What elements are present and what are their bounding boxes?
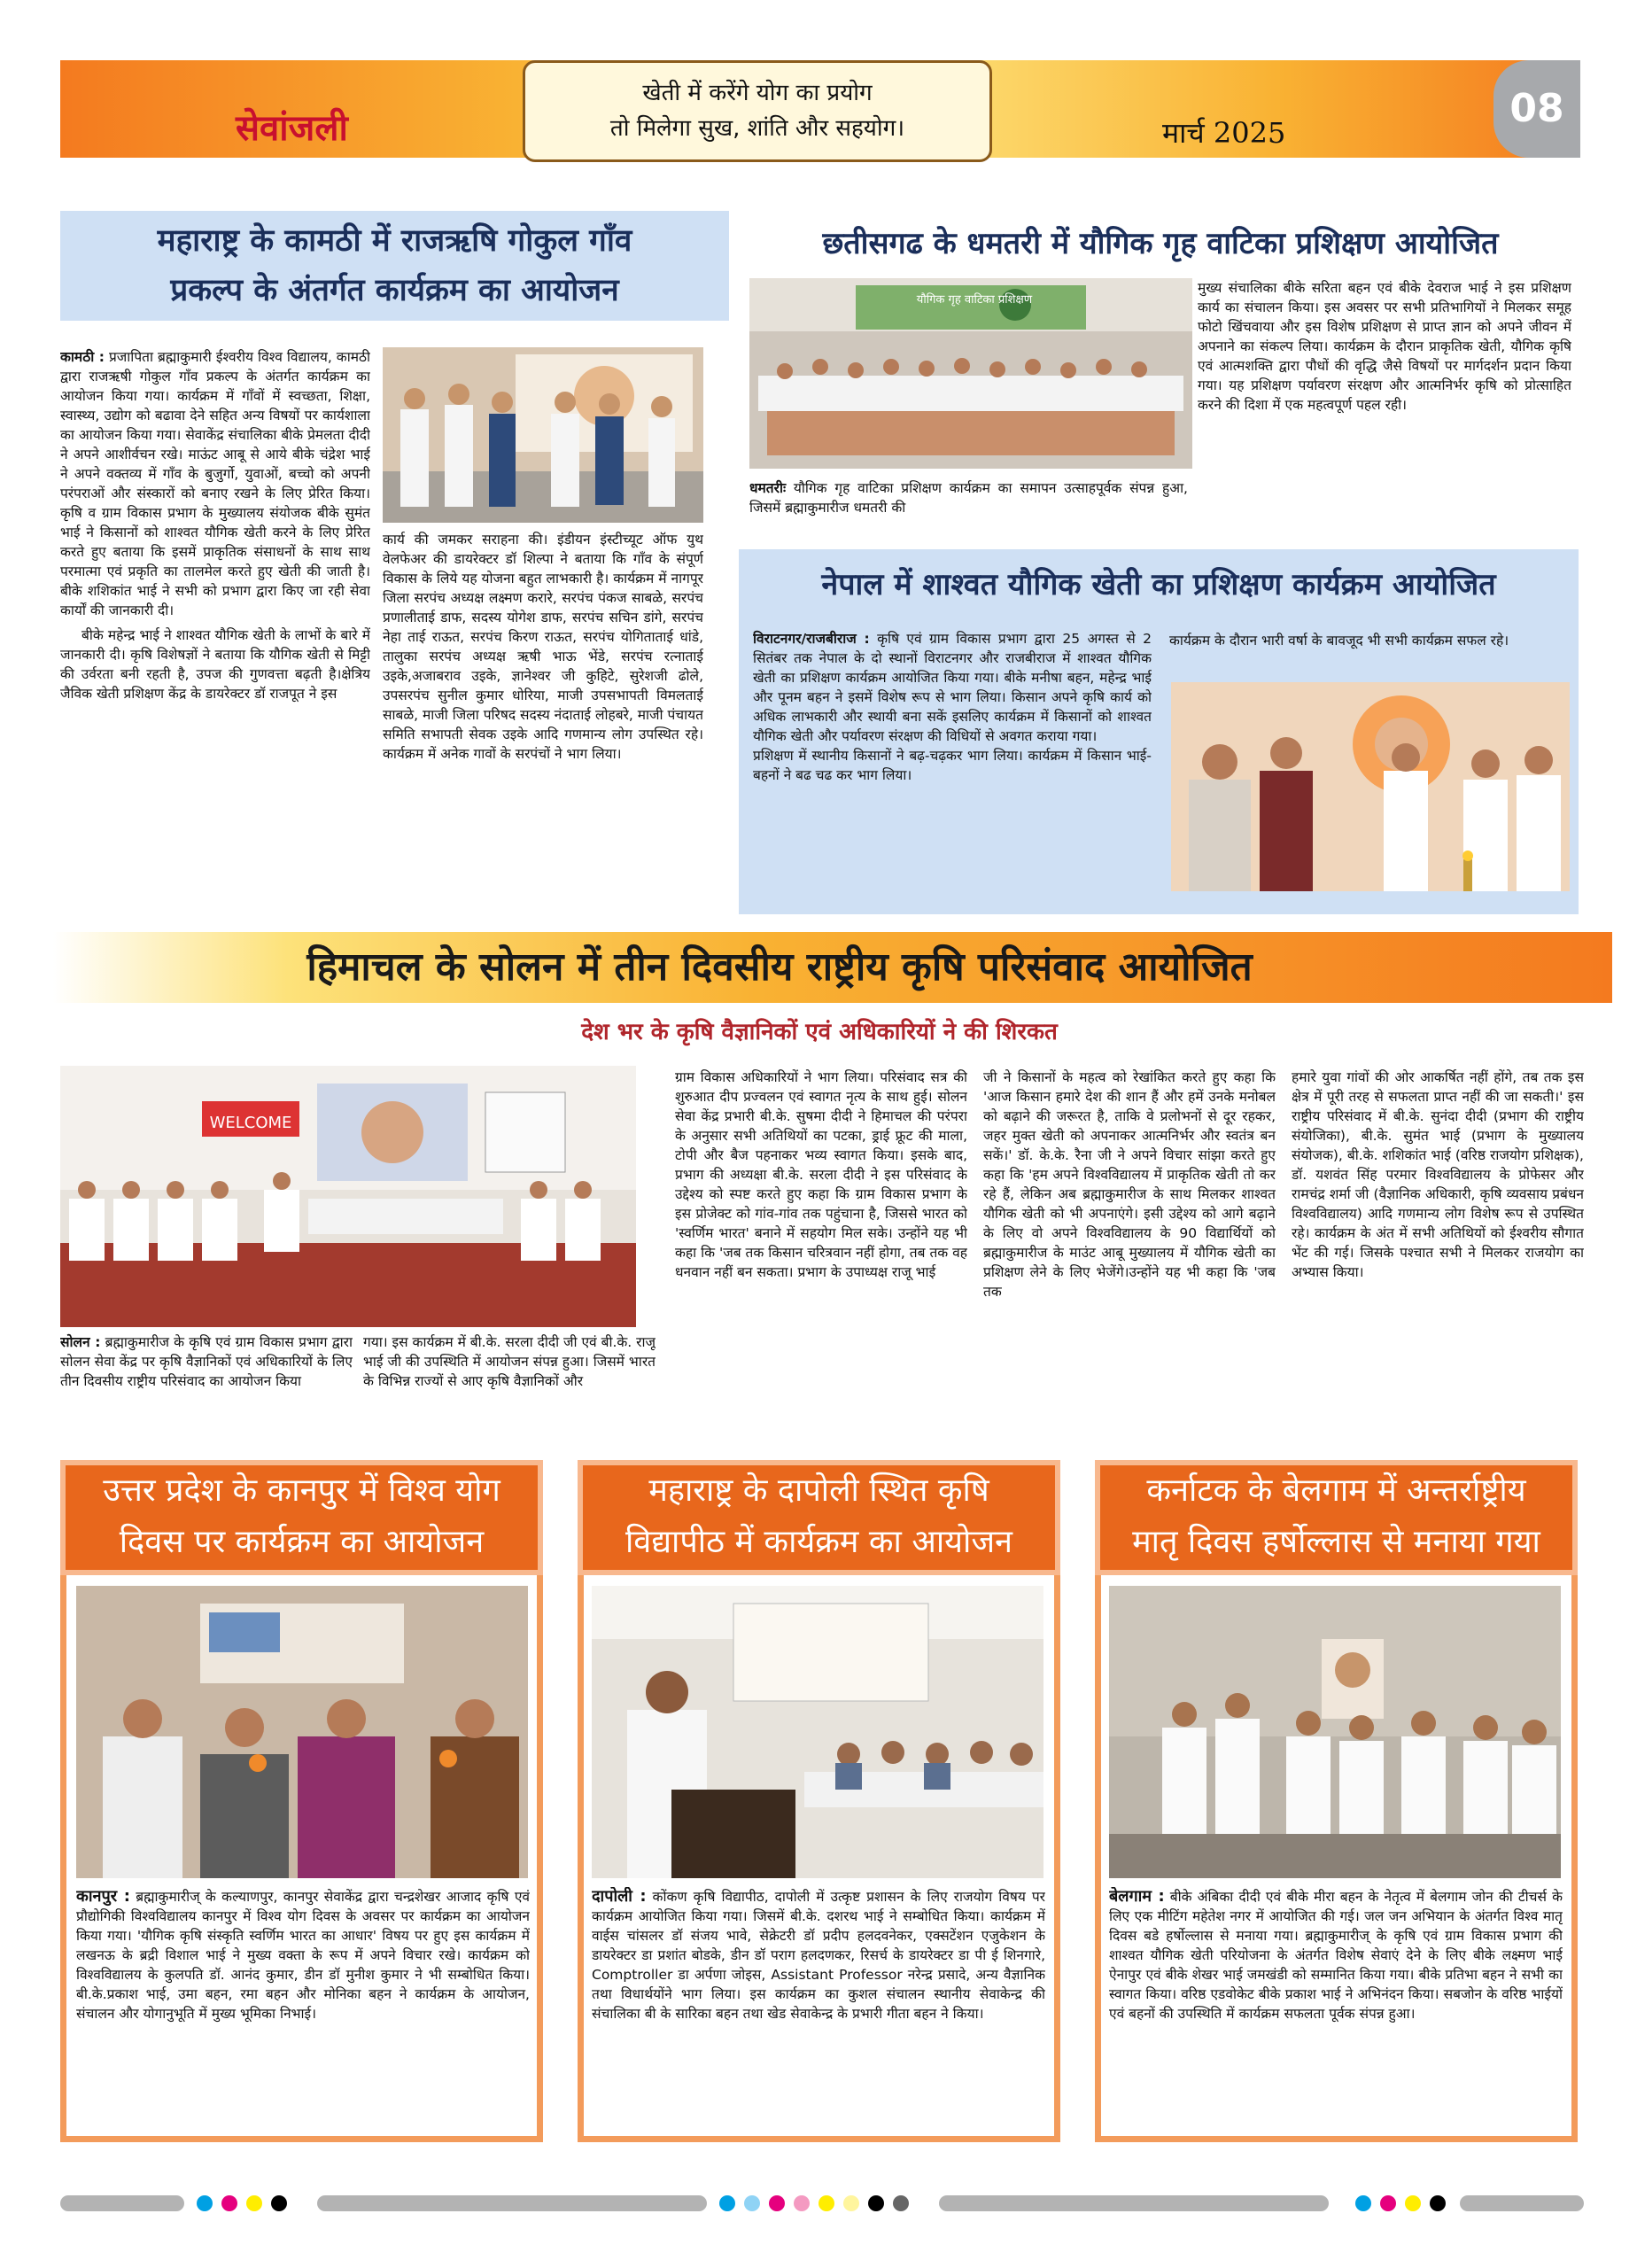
dapoli-headline <box>578 1460 1060 1575</box>
slogan-line-1: खेती में करेंगे योग का प्रयोग <box>642 80 873 106</box>
cmyk-dot-lightyellow <box>843 2195 859 2211</box>
cmyk-dot-cyan-3 <box>1355 2195 1371 2211</box>
kamthi-headline-line-2: प्रकल्प के अंतर्गत कार्यक्रम का आयोजन <box>170 273 619 308</box>
dhamtari-right-column <box>1198 278 1571 500</box>
solan-column-4 <box>983 1068 1276 1440</box>
kanpur-headline-line-2: दिवस पर कार्यक्रम का आयोजन <box>119 1524 485 1560</box>
solan-column-5 <box>1292 1068 1584 1440</box>
footer-bar-4 <box>1460 2195 1584 2211</box>
solan-column-3 <box>675 1068 967 1440</box>
dapoli-dateline: दापोली : <box>592 1887 647 1906</box>
cmyk-dot-cyan-2 <box>719 2195 735 2211</box>
belgaum-text: बीके अंबिका दीदी एवं बीके मीरा बहन के नेतृत्व में बेलगाम जोन की टीचर्स के लिए एक मीटिंग महेतेश नगर में आयोजित की गई। जल जन अभियान के अंतर्गत विश्व मातृ दिवस बडे हर्षोल्लास से मनाया गया। ब्रह्माकुमारीज् के कृषि एवं ग्राम विकास प्रभाग की शाश्वत यौगिक खेती परियोजना के अंतर्गत विशेष सेवाएं देने के लिए बीके लक्ष्मण भाई ऐनापुर एवं बीके शेखर भाई जमखंडी को सम्मानित किया गया। बीके प्रतिभा बहन ने सभी का स्वागत किया। वरिष्ठ एडवोकेट बीके प्रकाश भाई ने अभिनंदन किया। सबजोन के वरिष्ठ भाईयों एवं बहनों की उपस्थिति में कार्यक्रम सफलता पूर्वक संपन्न हुआ। <box>1109 1889 1563 2022</box>
dhamtari-dateline: धमतरीः <box>749 480 787 496</box>
slogan-line-2: तो मिलेगा सुख, शांति और सहयोग। <box>609 115 905 142</box>
solan-welcome-sign: WELCOME <box>209 1114 292 1132</box>
kamthi-text-1: प्रजापिता ब्रह्माकुमारी ईश्वरीय विश्व विद्यालय, कामठी द्वारा राजऋषी गोकुल गाँव प्रकल्प के अंतर्गत कार्यक्रम का आयोजन किया गया। कार्यक्रम में गाँवों में स्वच्छता, शिक्षा, स्वास्थ्य, उद्योग को बढावा देने सहित अन्य विषयों पर कार्यशाला का आयोजन किया गया। सेवाकेंद्र संचालिका बीके प्रेमलता दीदी ने अपने आशीर्वचन रखे। माऊंट आबू से आये बीके चंद्रेश भाई ने अपने वक्तव्य में गाँव के बुजुर्गो, युवाओं, बच्चो को अपनी परंपराओं और संस्कारों को बनाए रखने के लिए प्रेरित किया। कृषि व ग्राम विकास प्रभाग के मुख्यालय संयोजक बीके सुमंत भाई ने किसानों को शाश्वत यौगिक खेती करने के लिए प्रेरित करते हुए बताया कि इसमें प्राकृतिक संसाधनों के साथ साथ परमात्मा एवं प्रकृति का तालमेल करते हुए खेती की जाती है। बीके शशिकांत भाई ने सभी को प्रभाग द्वारा किए जा रही सेवा कार्यों की जानकारी दी। <box>60 349 370 618</box>
dhamtari-caption <box>749 478 1188 521</box>
cmyk-dot-black-3 <box>1430 2195 1446 2211</box>
cmyk-dot-magenta <box>221 2195 237 2211</box>
belgaum-headline <box>1095 1460 1578 1575</box>
slogan-scroll <box>523 60 992 162</box>
belgaum-dateline: बेलगाम : <box>1109 1887 1165 1906</box>
nepal-right-column <box>1169 631 1568 675</box>
cmyk-dot-yellow-3 <box>1405 2195 1421 2211</box>
kamthi-text-2: कार्य की जमकर सराहना की। इंडीयन इंस्टीच्यूट ऑफ युथ वेलफेअर की डायरेक्टर डॉ शिल्पा ने बताया कि गाँव के संपूर्ण विकास के लिये यह योजना बहुत लाभकारी है। कार्यक्रम में नागपूर जिला सरपंच अध्यक्ष लक्ष्मण करारे, सरपंच पंकज साबळे, सरपंच प्रणालीताई डाफ, सदस्य योगेश डाफ, सरपंच सचिन डांगे, सरपंच नेहा ताई राऊत, सरपंच किरण राऊत, सरपंच योगिताताई धांडे, तालुका सरपंच अध्यक्ष ऋषी भाऊ भेंडे, सरपंच रत्नाताई उइके,अजाबराव उइके, ज्ञानेश्वर जी कुहिटे, सुरेशजी ढोले, उपसरपंच सुनील कुमार धोरिया, माजी उपसभापती विमलताई साबळे, माजी जिला परिषद सदस्य नंदाताई लोहबरे, माजी पंचायत समिति सभापती सेवक उइके आदि गणमान्य लोग उपस्थित रहे। कार्यक्रम में अनेक गावों के सरपंचों ने भाग लिया। <box>383 532 703 762</box>
dapoli-photo <box>592 1586 1043 1878</box>
solan-subhead: देश भर के कृषि वैज्ञानिकों एवं अधिकारियों ने की शिरकत <box>581 1019 1058 1045</box>
cmyk-dot-black-2 <box>868 2195 884 2211</box>
cmyk-dot-magenta-3 <box>1380 2195 1396 2211</box>
kanpur-body <box>76 1887 530 2135</box>
kanpur-photo <box>76 1586 528 1878</box>
dhamtari-headline: छतीसगढ के धमतरी में यौगिक गृह वाटिका प्रशिक्षण आयोजित <box>822 226 1499 261</box>
publication-title: सेवांजली <box>236 107 348 149</box>
dapoli-headline-line-1: महाराष्ट्र के दापोली स्थित कृषि <box>648 1472 989 1509</box>
footer-bar-3 <box>939 2195 1329 2211</box>
cmyk-dot-grey <box>893 2195 909 2211</box>
cmyk-dot-lightcyan <box>744 2195 760 2211</box>
nepal-left-column <box>753 629 1152 895</box>
nepal-dateline: विराटनगर/राजबीराज : <box>753 631 870 647</box>
kamthi-photo <box>383 347 703 523</box>
solan-photo <box>60 1066 636 1327</box>
footer-bar-2 <box>317 2195 707 2211</box>
cmyk-dot-pink <box>794 2195 810 2211</box>
solan-headline: हिमाचल के सोलन में तीन दिवसीय राष्ट्रीय कृषि परिसंवाद आयोजित <box>306 944 1253 990</box>
kanpur-headline-line-1: उत्तर प्रदेश के कानपुर में विश्व योग <box>103 1472 500 1509</box>
nepal-photo <box>1171 682 1570 891</box>
dapoli-headline-line-2: विद्यापीठ में कार्यक्रम का आयोजन <box>625 1524 1013 1560</box>
solan-caption <box>60 1332 353 1443</box>
solan-caption-text-2: गया। इस कार्यक्रम में बी.के. सरला दीदी जी एवं बी.के. राजू भाई जी की उपस्थिति में आयोजन संपन्न हुआ। जिसमें भारत के विभिन्न राज्यों से आए कृषि वैज्ञानिकों और <box>363 1334 656 1389</box>
page-number: 08 <box>1493 60 1580 158</box>
nepal-headline: नेपाल में शाश्वत यौगिक खेती का प्रशिक्षण कार्यक्रम आयोजित <box>821 567 1496 602</box>
solan-caption-2 <box>363 1332 656 1443</box>
kanpur-headline <box>60 1460 543 1575</box>
dhamtari-right-text: मुख्य संचालिका बीके सरिता बहन एवं बीके देवराज भाई ने इस प्रशिक्षण कार्य का संचालन किया। इस अवसर पर सभी प्रतिभागियों ने मिलकर समूह फोटो खिंचवाया और इस विशेष प्रशिक्षण से प्राप्त ज्ञान को अपने जीवन में अपनाने का संकल्प लिया। कार्यक्रम के दौरान प्राकृतिक खेती, यौगिक कृषि एवं आत्मशक्ति द्वारा पौधों की वृद्धि जैसे विषयों पर मार्गदर्शन प्रदान किया गया। यह प्रशिक्षण पर्यावरण संरक्षण और आत्मनिर्भर कृषि को प्रोत्साहित करने की दिशा में एक महत्वपूर्ण पहल रही। <box>1198 280 1571 413</box>
kamthi-column-1 <box>60 347 370 919</box>
belgaum-headline-line-2: मातृ दिवस हर्षोल्लास से मनाया गया <box>1132 1524 1540 1560</box>
solan-text-4: जी ने किसानों के महत्व को रेखांकित करते हुए कहा कि 'आज किसान हमारे देश की शान हैं और हमें उनके मनोबल को बढ़ाने की जरूरत है, ताकि वे प्रलोभनों से दूर रहकर, जहर मुक्त खेती को अपनाकर आत्मनिर्भर और स्वतंत्र बन सकें।' डॉ. के.के. रैना जी ने अपने विचार सांझा करते हुए कहा कि 'हम अपने विश्वविद्यालय में प्राकृतिक खेती तो कर रहे हैं, लेकिन अब ब्रह्माकुमारीज के साथ मिलकर शाश्वत यौगिक खेती को भी अपनाएंगे। इसी उद्देश्य को आगे बढ़ाने के लिए वो अपने विश्वविद्यालय के 90 विद्यार्थियों को ब्रह्माकुमारीज के माउंट आबू मुख्यालय में यौगिक खेती का प्रशिक्षण लेने के लिए भेजेंगे।उन्होंने यह भी कहा कि 'जब तक <box>983 1069 1276 1300</box>
cmyk-dot-black <box>271 2195 287 2211</box>
dapoli-text: कोंकण कृषि विद्यापीठ, दापोली में उत्कृष्ट प्रशासन के लिए राजयोग विषय पर कार्यक्रम आयोजित किया गया। जिसमें बी.के. दशरथ भाई ने सम्बोधित किया। कार्यक्रम में वाईस चांसलर डॉ संजय भावे, सेक्रेटरी डॉ प्रदीप हलदवनेकर, एक्सटेंशन एजुकेशन के डायरेक्टर डा प्रशांत बोडके, डीन डॉ पराग हलदणकर, रिसर्च के डायरेक्टर डा पी ई शिनगारे, Comptroller डा अर्पणा जोइस, Assistant Professor नरेन्द्र प्रसादे, अन्य वैज्ञानिक तथा विधार्थयोंने भाग लिया। इस कार्यक्रम का कुशल संचालन स्थानीय सेवाकेन्द्र की संचालिका बी के सारिका बहन तथा खेड सेवाकेन्द्र के प्रभारी गीता बहन ने किया। <box>592 1889 1045 2022</box>
solan-caption-text: ब्रह्माकुमारीज के कृषि एवं ग्राम विकास प्रभाग द्वारा सोलन सेवा केंद्र पर कृषि वैज्ञानिकों एवं अधिकारियों के लिए तीन दिवसीय राष्ट्रीय परिसंवाद का आयोजन किया <box>60 1334 353 1389</box>
belgaum-body <box>1109 1887 1563 2135</box>
dapoli-body <box>592 1887 1045 2135</box>
kamthi-dateline: कामठी : <box>60 349 105 365</box>
kanpur-text: ब्रह्माकुमारीज् के कल्याणपुर, कानपुर सेवाकेंद्र द्वारा चन्द्रशेखर आजाद कृषि एवं प्रौद्योगिकी विश्वविद्यालय कानपुर में विश्व योग दिवस के अवसर पर कार्यक्रम का आयोजन किया गया। 'यौगिक कृषि संस्कृति स्वर्णिम भारत का आधार' विषय पर हुए इस कार्यक्रम में लखनऊ के ब्रद्री विशाल भाई ने मुख्य वक्ता के रूप में अपने विचार रखे। कार्यक्रम को विश्वविद्यालय के कुलपति डॉ. आनंद कुमार, डीन डॉ मुनीश कुमार ने भी सम्बोधित किया। बी.के.प्रकाश भाई, उमा बहन, रमा बहन और मोनिका बहन ने कार्यक्रम के आयोजन, संचालन और योगानुभूति में मुख्य भूमिका निभाई। <box>76 1889 530 2022</box>
dhamtari-caption-text: यौगिक गृह वाटिका प्रशिक्षण कार्यक्रम का समापन उत्साहपूर्वक संपन्न हुआ, जिसमें ब्रह्माकुमारीज धमतरी की <box>749 480 1188 516</box>
kamthi-headline <box>60 211 729 321</box>
issue-date: मार्च 2025 <box>1162 116 1286 150</box>
nepal-text-2: प्रशिक्षण में स्थानीय किसानों ने बढ़-चढ़कर भाग लिया। कार्यक्रम में किसान भाई-बहनों ने बढ चढ कर भाग लिया। <box>753 748 1152 783</box>
cmyk-dot-yellow-2 <box>818 2195 834 2211</box>
dhamtari-banner: यौगिक गृह वाटिका प्रशिक्षण <box>916 293 1033 307</box>
cmyk-dot-cyan <box>197 2195 213 2211</box>
belgaum-headline-line-1: कर्नाटक के बेलगाम में अन्तर्राष्ट्रीय <box>1146 1472 1526 1509</box>
solan-dateline: सोलन : <box>60 1334 101 1350</box>
kamthi-headline-line-1: महाराष्ट्र के कामठी में राजऋषि गोकुल गाँव <box>157 223 632 259</box>
kamthi-column-2 <box>383 530 703 920</box>
kamthi-text-1b: बीके महेन्द्र भाई ने शाश्वत यौगिक खेती के लाभों के बारे में जानकारी दी। कृषि विशेषज्ञों ने बताया कि यौगिक खेती से मिट्टी की उर्वरता बनी रहती है, उपज की गुणवत्ता बढ़ती है।क्षेत्रिय जैविक खेती प्रशिक्षण केंद्र के डायरेक्टर डॉ राजपूत ने इस <box>60 627 370 702</box>
nepal-right-text: कार्यक्रम के दौरान भारी वर्षा के बावजूद भी सभी कार्यक्रम सफल रहे। <box>1169 633 1509 649</box>
solan-text-5: हमारे युवा गांवों की ओर आकर्षित नहीं होंगे, तब तक इस क्षेत्र में पूरी तरह से सफलता प्राप्त नहीं की जा सकती।' इस राष्ट्रीय परिसंवाद में बी.के. सुनंदा दीदी (प्रभाग की राष्ट्रीय संयोजिका), बी.के. सुमंत भाई (प्रभाग के मुख्यालय संयोजक), बी.के. शशिकांत भाई (वरिष्ठ राजयोग प्रशिक्षक), डॉ. यशवंत सिंह परमार विश्वविद्यालय के प्रोफेसर और रामचंद्र शर्मा जी (वैज्ञानिक अधिकारी, कृषि व्यवसाय प्रबंधन विश्वविद्यालय) आदि गणमान्य लोग विशेष रूप से उपस्थित रहे। कार्यक्रम के अंत में सभी अतिथियों को ईश्वरीय सौगात भेंट की गई। जिसके पश्चात सभी ने मिलकर राजयोग का अभ्यास किया। <box>1292 1069 1584 1280</box>
cmyk-dot-magenta-2 <box>769 2195 785 2211</box>
cmyk-dot-yellow <box>246 2195 262 2211</box>
nepal-text-1: कृषि एवं ग्राम विकास प्रभाग द्वारा 25 अगस्त से 2 सितंबर तक नेपाल के दो स्थानों विराटनगर और राजबीराज में शाश्वत यौगिक खेती का प्रशिक्षण कार्यक्रम आयोजित किया गया। बीके मनीषा बहन, महेन्द्र भाई और पूनम बहन ने इसमें विशेष रूप से भाग लिया। किसान अपने कृषि कार्य को अधिक लाभकारी और स्थायी बना सकें इसलिए कार्यक्रम में किसानों को शाश्वत यौगिक खेती और पर्यावरण संरक्षण की विधियों से अवगत कराया गया। <box>753 631 1152 744</box>
kanpur-dateline: कानपुर : <box>76 1887 130 1906</box>
solan-text-3: ग्राम विकास अधिकारियों ने भाग लिया। परिसंवाद सत्र की शुरुआत दीप प्रज्वलन एवं स्वागत नृत्य के साथ हुई। सोलन सेवा केंद्र प्रभारी बी.के. सुषमा दीदी ने हिमाचल की परंपरा के अनुसार सभी अतिथियों का पटका, ड्राई फ्रूट की माला, टोपी और बैज पहनाकर भव्य स्वागत किया। इसके बाद, प्रभाग की अध्यक्षा बी.के. सरला दीदी ने इस परिसंवाद के उद्देश्य को स्पष्ट करते हुए कहा कि ग्राम विकास प्रभाग के इस प्रोजेक्ट को गांव-गांव तक पहुंचाना है, जिससे भारत को 'स्वर्णिम भारत' बनाने में सहयोग मिल सके। उन्होंने यह भी कहा कि 'जब तक किसान चरित्रवान नहीं होगा, तब तक वह धनवान नहीं बन सकता। प्रभाग के उपाध्यक्ष राजू भाई <box>675 1069 967 1280</box>
belgaum-photo <box>1109 1586 1561 1878</box>
footer-bar-1 <box>60 2195 184 2211</box>
